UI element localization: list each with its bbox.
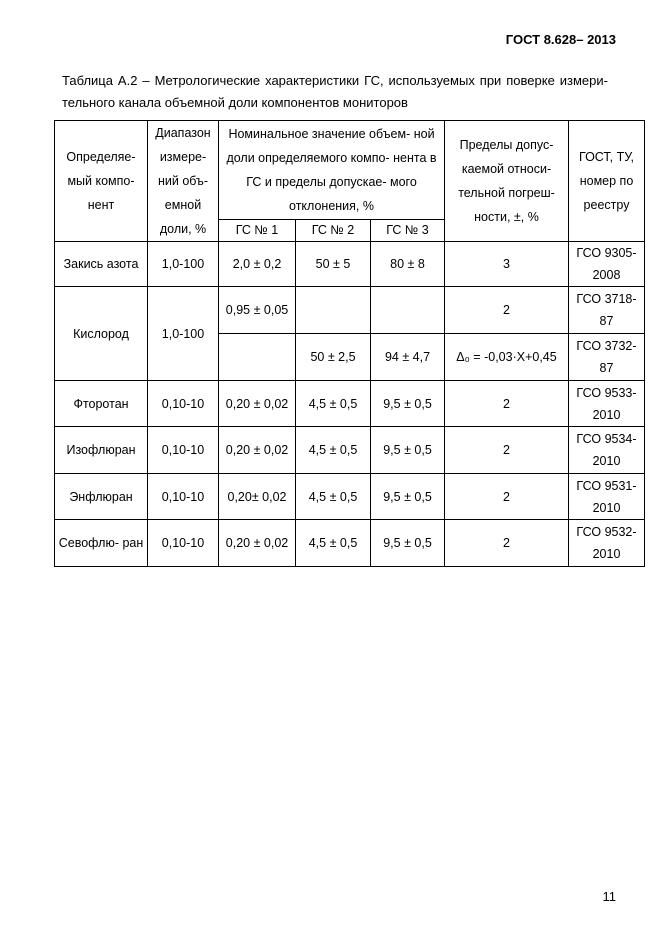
caption-line-1: Таблица А.2 – Метрологические характеристики ГС, используемых при поверке измери- — [62, 73, 608, 88]
cell-component: Севофлю- ран — [55, 520, 148, 567]
cell-component: Изофлюран — [55, 427, 148, 474]
cell-component: Кислород — [55, 287, 148, 381]
cell-gs1: 0,20± 0,02 — [219, 474, 296, 520]
cell-gost: ГСО 9533- 2010 — [569, 381, 645, 427]
header-component: Определяе- мый компо- нент — [55, 121, 148, 242]
document-header: ГОСТ 8.628– 2013 — [505, 32, 616, 47]
cell-component: Фторотан — [55, 381, 148, 427]
cell-gs3: 94 ± 4,7 — [371, 334, 445, 381]
table-row — [55, 381, 645, 427]
cell-error: 2 — [445, 287, 569, 334]
table-row — [55, 287, 645, 334]
header-gost: ГОСТ, ТУ, номер по реестру — [569, 121, 645, 242]
header-gs2: ГС № 2 — [296, 219, 371, 241]
cell-gs2: 4,5 ± 0,5 — [296, 381, 371, 427]
caption-line-2: тельного канала объемной доли компонентов мониторов — [62, 95, 408, 110]
cell-gs1: 2,0 ± 0,2 — [219, 242, 296, 287]
cell-gs1: 0,20 ± 0,02 — [219, 427, 296, 474]
cell-gs1: 0,20 ± 0,02 — [219, 520, 296, 567]
cell-range: 0,10-10 — [148, 520, 219, 567]
header-gs3: ГС № 3 — [371, 219, 445, 241]
cell-gost: ГСО 9534- 2010 — [569, 427, 645, 474]
cell-gs2: 50 ± 2,5 — [296, 334, 371, 381]
cell-gs3 — [371, 287, 445, 334]
cell-range: 0,10-10 — [148, 381, 219, 427]
page-number: 11 — [602, 889, 616, 904]
metrology-table — [54, 120, 645, 567]
table-row — [55, 242, 645, 287]
cell-error: 2 — [445, 427, 569, 474]
cell-gs3: 9,5 ± 0,5 — [371, 474, 445, 520]
cell-component: Энфлюран — [55, 474, 148, 520]
cell-range: 0,10-10 — [148, 474, 219, 520]
header-nominal: Номинальное значение объем- ной доли определяемого компо- нента в ГС и пределы допускае- мого отклонения, % — [219, 121, 445, 220]
cell-gs2: 4,5 ± 0,5 — [296, 427, 371, 474]
cell-gost: ГСО 3718- 87 — [569, 287, 645, 334]
header-range: Диапазон измере- ний объ- емной доли, % — [148, 121, 219, 242]
cell-gs1: 0,20 ± 0,02 — [219, 381, 296, 427]
cell-gs1: 0,95 ± 0,05 — [219, 287, 296, 334]
table-row — [55, 474, 645, 520]
cell-gs2: 4,5 ± 0,5 — [296, 520, 371, 567]
cell-gost: ГСО 9532- 2010 — [569, 520, 645, 567]
cell-gs3: 9,5 ± 0,5 — [371, 427, 445, 474]
cell-error: 2 — [445, 520, 569, 567]
cell-gs1 — [219, 334, 296, 381]
cell-error: 2 — [445, 474, 569, 520]
cell-gs3: 9,5 ± 0,5 — [371, 381, 445, 427]
header-gs1: ГС № 1 — [219, 219, 296, 241]
cell-gs2: 50 ± 5 — [296, 242, 371, 287]
cell-range: 1,0-100 — [148, 242, 219, 287]
cell-error: 3 — [445, 242, 569, 287]
cell-error-formula: Δ₀ = -0,03·X+0,45 — [445, 334, 569, 381]
table-caption — [62, 70, 608, 114]
cell-component: Закись азота — [55, 242, 148, 287]
cell-range: 1,0-100 — [148, 287, 219, 381]
cell-gs3: 9,5 ± 0,5 — [371, 520, 445, 567]
cell-gost: ГСО 3732- 87 — [569, 334, 645, 381]
cell-gs2 — [296, 287, 371, 334]
cell-gost: ГСО 9531- 2010 — [569, 474, 645, 520]
cell-gs3: 80 ± 8 — [371, 242, 445, 287]
table-row — [55, 427, 645, 474]
cell-gs2: 4,5 ± 0,5 — [296, 474, 371, 520]
cell-gost: ГСО 9305- 2008 — [569, 242, 645, 287]
cell-error: 2 — [445, 381, 569, 427]
cell-range: 0,10-10 — [148, 427, 219, 474]
table-header-row — [55, 121, 645, 220]
table-row — [55, 520, 645, 567]
header-error: Пределы допус- каемой относи- тельной погреш- ности, ±, % — [445, 121, 569, 242]
